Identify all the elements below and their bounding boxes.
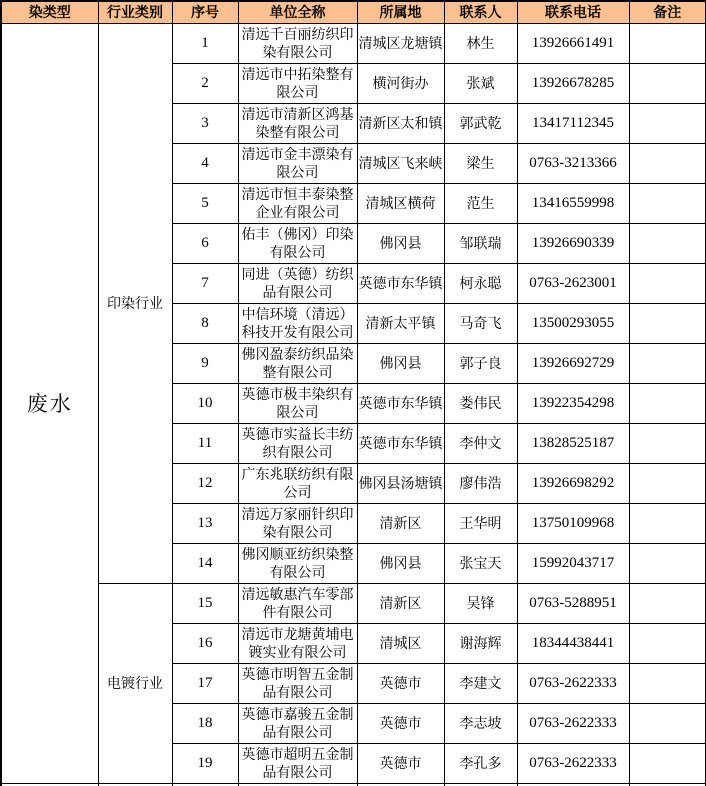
cell-remark [629,663,706,703]
cell-company-name: 英德市实益长丰纺织有限公司 [238,423,357,463]
cell-company-name: 同进（英德）纺织品有限公司 [238,263,357,303]
header-row [1,1,706,23]
cell-remark [629,303,706,343]
cell-company-name: 广东兆联纺织有限公司 [238,463,357,503]
cell-industry-category: 印染行业 [98,23,172,583]
cell-remark [629,503,706,543]
cell-phone: 18344438441 [517,623,629,663]
header-company-name: 单位全称 [238,1,357,23]
cell-contact-person: 林生 [444,23,517,63]
cell-serial-number: 7 [172,263,238,303]
cell-industry-category: 电镀行业 [98,583,172,783]
cell-remark [629,583,706,623]
cell-contact-person: 张宝天 [444,543,517,583]
cell-company-name: 佑丰（佛冈）印染有限公司 [238,223,357,263]
cell-company-name: 清远千百丽纺织印染有限公司 [238,23,357,63]
cell-phone: 13926698292 [517,463,629,503]
cell-contact-person: 李仲文 [444,423,517,463]
cell-remark [629,183,706,223]
header-location: 所属地 [357,1,444,23]
header-contact-person: 联系人 [444,1,517,23]
table-row [1,583,706,623]
cell-serial-number: 19 [172,743,238,783]
cell-company-name: 清远市恒丰泰染整企业有限公司 [238,183,357,223]
cell-company-name: 清远市龙塘黄埔电镀实业有限公司 [238,623,357,663]
cell-serial-number: 1 [172,23,238,63]
cell-contact-person: 郭武乾 [444,103,517,143]
cell-company-name: 清远市清新区鸿基染整有限公司 [238,103,357,143]
cell-phone: 13926678285 [517,63,629,103]
cell-remark [629,383,706,423]
header-dye-type: 染类型 [1,1,98,23]
cell-remark [629,703,706,743]
cell-location: 佛冈县汤塘镇 [357,463,444,503]
cell-phone: 0763-2622333 [517,703,629,743]
cell-contact-person: 范生 [444,183,517,223]
cell-contact-person: 李志坡 [444,703,517,743]
cell-phone: 0763-2622333 [517,743,629,783]
cell-serial-number: 2 [172,63,238,103]
cell-contact-person: 梁生 [444,143,517,183]
cell-phone: 13500293055 [517,303,629,343]
cell-contact-person: 李建文 [444,663,517,703]
cell-location: 英德市 [357,663,444,703]
cell-phone: 13926690339 [517,223,629,263]
cell-phone: 13416559998 [517,183,629,223]
cell-contact-person: 张斌 [444,63,517,103]
cell-phone: 15992043717 [517,543,629,583]
cell-serial-number: 4 [172,143,238,183]
cell-location: 清城区横荷 [357,183,444,223]
cell-serial-number: 9 [172,343,238,383]
cell-location: 英德市东华镇 [357,383,444,423]
cell-remark [629,423,706,463]
cell-contact-person: 马奇飞 [444,303,517,343]
cell-phone: 0763-2622333 [517,663,629,703]
cell-location: 英德市 [357,743,444,783]
cell-phone: 13828525187 [517,423,629,463]
cell-location: 清城区 [357,623,444,663]
cell-contact-person: 娄伟民 [444,383,517,423]
cell-company-name: 清远敏惠汽车零部件有限公司 [238,583,357,623]
cell-location: 清城区飞来峡 [357,143,444,183]
cell-company-name: 佛冈顺亚纺织染整有限公司 [238,543,357,583]
table-row [1,23,706,63]
cell-serial-number: 18 [172,703,238,743]
cell-contact-person: 邹联瑞 [444,223,517,263]
cell-phone: 13417112345 [517,103,629,143]
cell-contact-person: 王华明 [444,503,517,543]
cell-serial-number: 17 [172,663,238,703]
cell-serial-number: 10 [172,383,238,423]
cell-phone: 13750109968 [517,503,629,543]
cell-remark [629,223,706,263]
cell-phone: 13926692729 [517,343,629,383]
cell-location: 清新区 [357,503,444,543]
cell-location: 清新太平镇 [357,303,444,343]
cell-location: 佛冈县 [357,223,444,263]
cell-company-name: 清远市金丰漂染有限公司 [238,143,357,183]
cell-contact-person: 李孔多 [444,743,517,783]
cell-company-name: 清远市中拓染整有限公司 [238,63,357,103]
cell-remark [629,143,706,183]
cell-remark [629,343,706,383]
cell-location: 清新区 [357,583,444,623]
cell-serial-number: 8 [172,303,238,343]
cell-contact-person: 吴锋 [444,583,517,623]
cell-phone: 0763-2623001 [517,263,629,303]
cell-phone: 13922354298 [517,383,629,423]
cell-remark [629,23,706,63]
cell-location: 清新区太和镇 [357,103,444,143]
cell-location: 横河街办 [357,63,444,103]
cell-phone: 13926661491 [517,23,629,63]
cell-company-name: 英德市极丰染织有限公司 [238,383,357,423]
cell-serial-number: 12 [172,463,238,503]
cell-dye-type: 废水 [1,23,98,783]
cell-company-name: 中信环境（清远）科技开发有限公司 [238,303,357,343]
cell-remark [629,263,706,303]
cell-company-name: 英德市嘉骏五金制品有限公司 [238,703,357,743]
cell-phone: 0763-5288951 [517,583,629,623]
cell-remark [629,63,706,103]
cell-serial-number: 13 [172,503,238,543]
cell-contact-person: 郭子良 [444,343,517,383]
cell-location: 佛冈县 [357,343,444,383]
cell-company-name: 清远万家丽针织印染有限公司 [238,503,357,543]
cell-serial-number: 15 [172,583,238,623]
cell-location: 英德市 [357,703,444,743]
header-remark: 备注 [629,1,706,23]
cell-company-name: 英德市超明五金制品有限公司 [238,743,357,783]
cell-serial-number: 16 [172,623,238,663]
header-industry-category: 行业类别 [98,1,172,23]
cell-serial-number: 6 [172,223,238,263]
cell-remark [629,623,706,663]
cell-phone: 0763-3213366 [517,143,629,183]
cell-contact-person: 谢海辉 [444,623,517,663]
cell-serial-number: 5 [172,183,238,223]
cell-location: 英德市东华镇 [357,423,444,463]
cell-location: 清城区龙塘镇 [357,23,444,63]
header-serial-number: 序号 [172,1,238,23]
cell-location: 佛冈县 [357,543,444,583]
cell-serial-number: 14 [172,543,238,583]
cell-contact-person: 廖伟浩 [444,463,517,503]
cell-company-name: 佛冈盈泰纺织品染整有限公司 [238,343,357,383]
cell-serial-number: 3 [172,103,238,143]
cell-remark [629,463,706,503]
cell-contact-person: 柯永聪 [444,263,517,303]
cell-serial-number: 11 [172,423,238,463]
cell-remark [629,543,706,583]
cell-remark [629,103,706,143]
header-phone: 联系电话 [517,1,629,23]
cell-location: 英德市东华镇 [357,263,444,303]
cell-remark [629,743,706,783]
cell-company-name: 英德市明智五金制品有限公司 [238,663,357,703]
